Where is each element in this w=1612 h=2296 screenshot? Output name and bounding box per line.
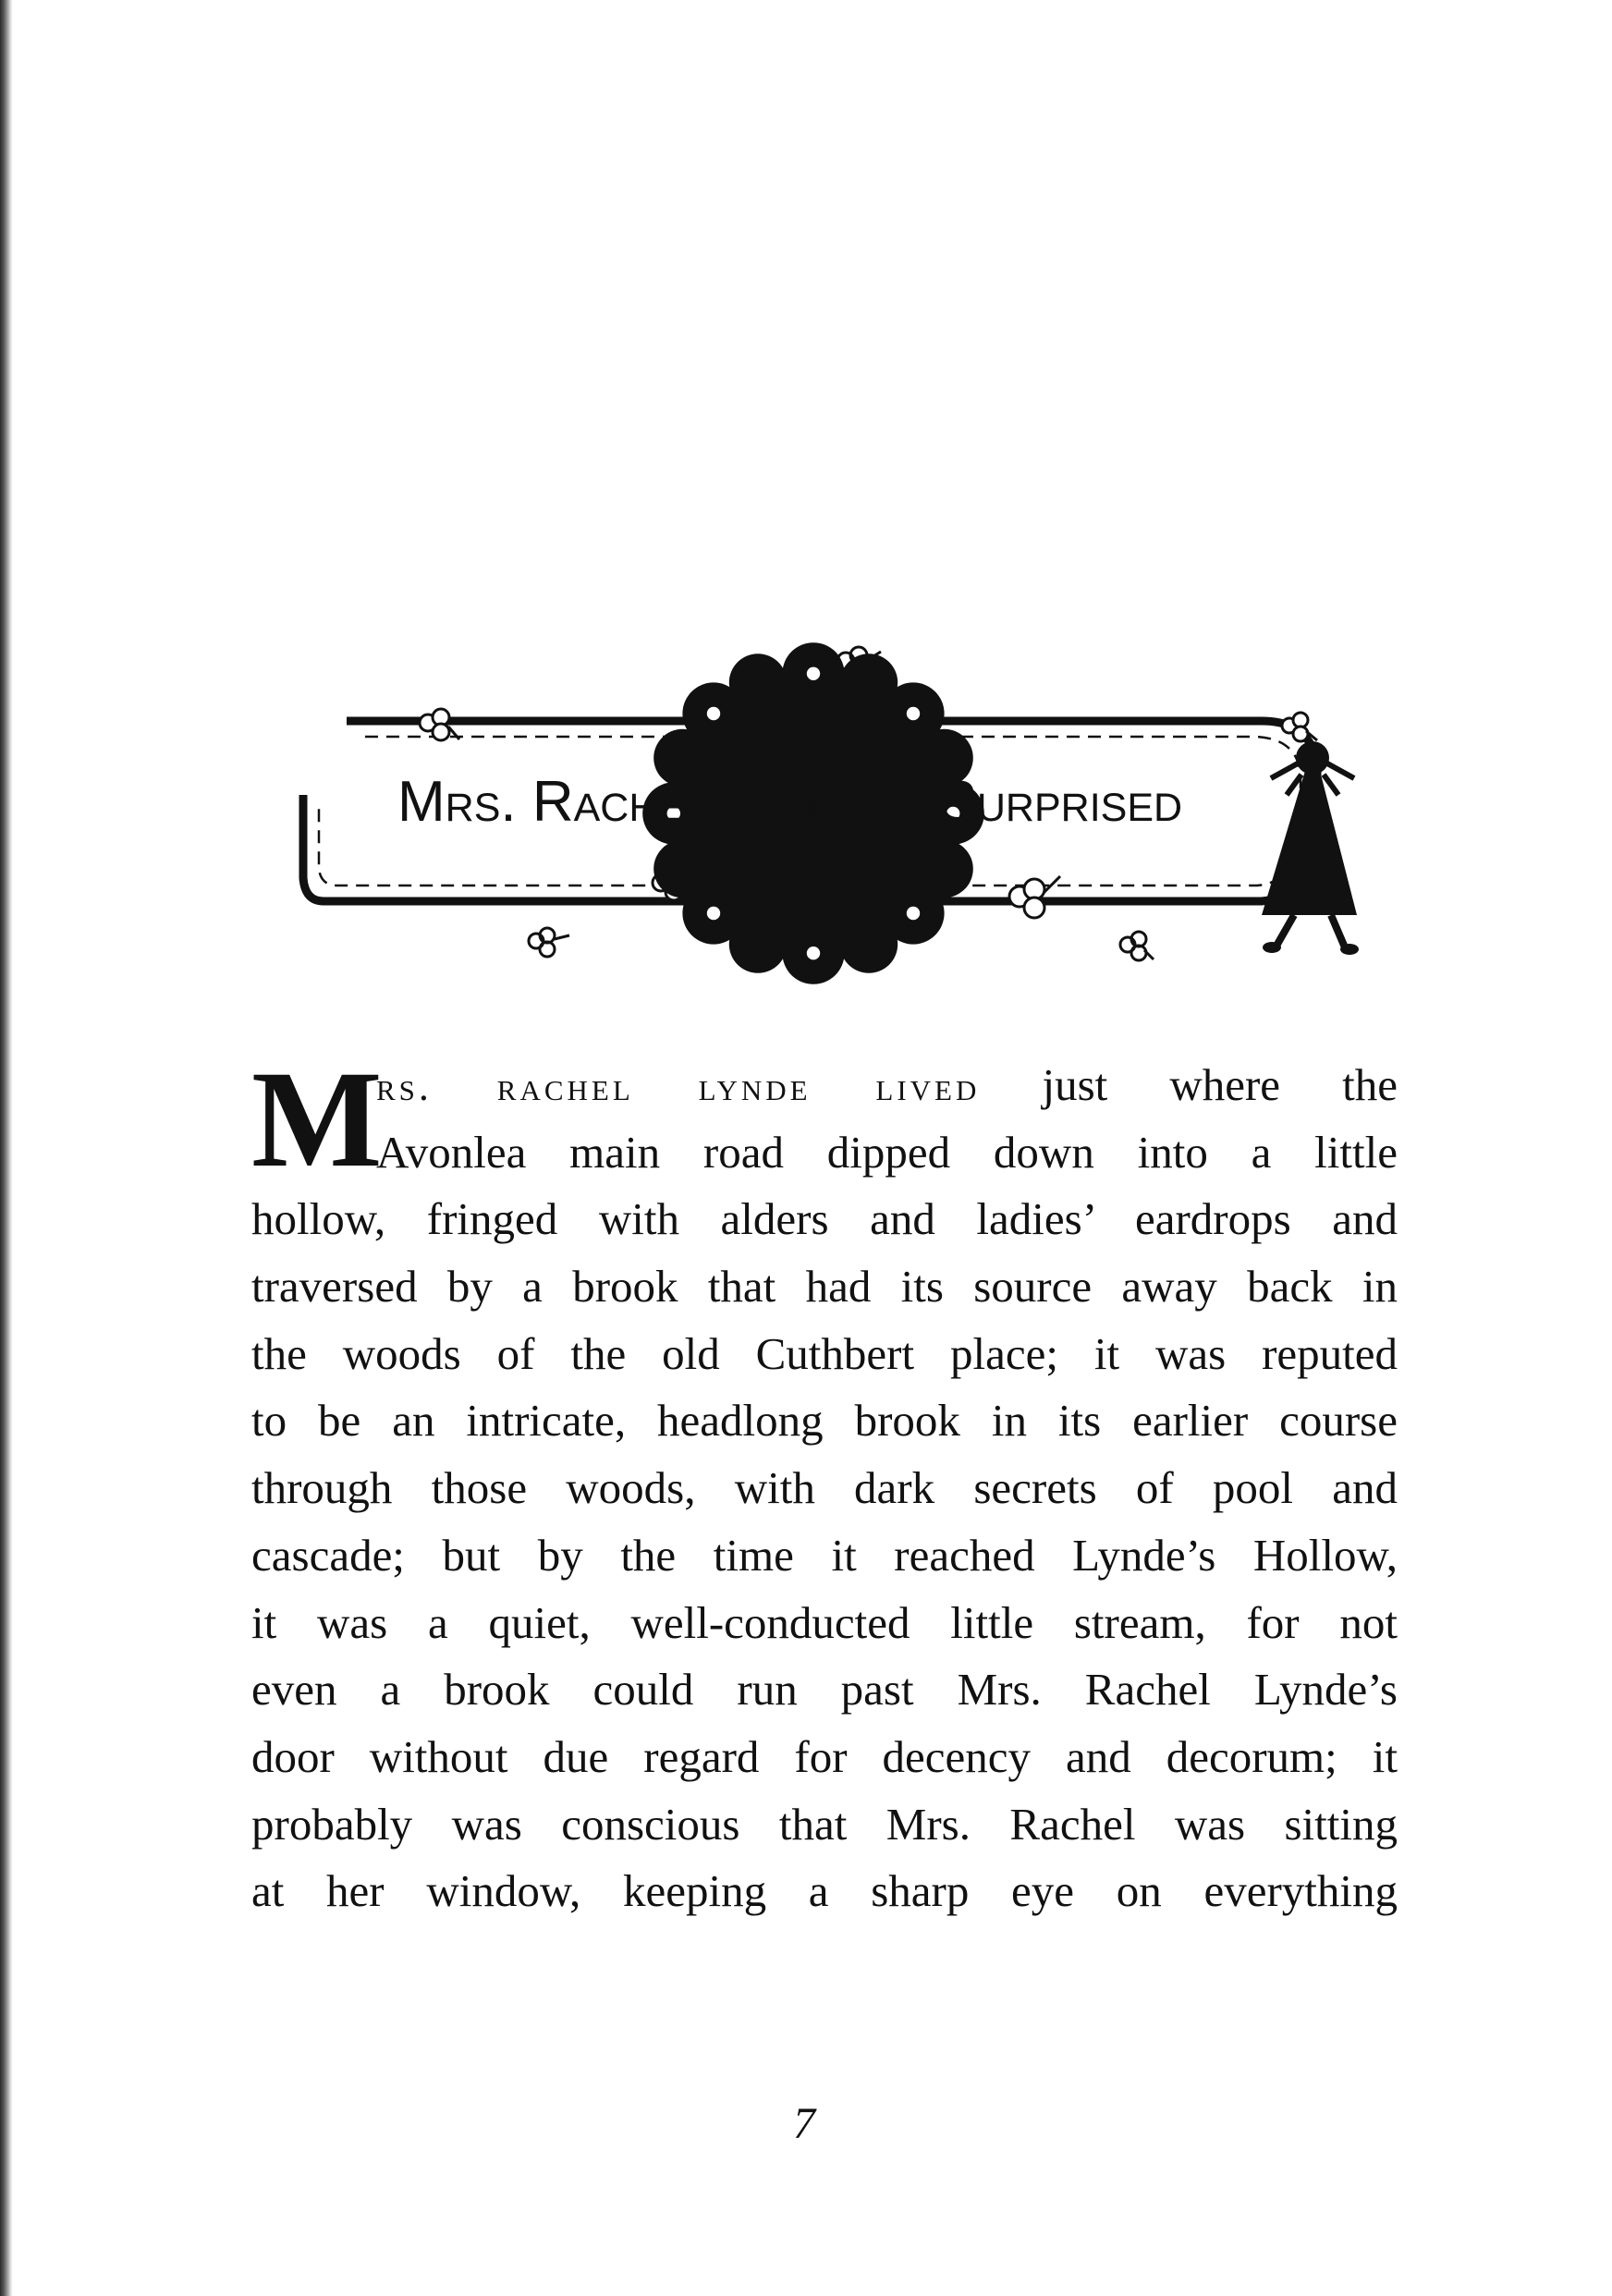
scan-edge-shadow: [0, 0, 13, 2296]
text-line: through those woods, with dark secrets of pool and: [251, 1462, 1398, 1514]
lead-in-smallcaps: rs. rachel lynde lived: [376, 1064, 981, 1109]
text-line: hollow, fringed with alders and ladies’ eardrops and: [251, 1193, 1398, 1245]
text-line: door without due regard for decency and decorum; it: [251, 1730, 1398, 1782]
chapter-title: Mrs. Rachel Lynde Is Surprised: [397, 770, 1183, 834]
text-line: to be an intricate, headlong brook in its earlier course: [251, 1395, 1398, 1447]
text-line: it was a quiet, well-conducted little stream, for not: [251, 1596, 1398, 1648]
chapter-banner: [236, 647, 1391, 980]
text-line: [251, 1052, 1398, 1119]
text-line: traversed by a brook that had its source away back in: [251, 1261, 1398, 1313]
body-paragraph: [251, 1043, 1398, 1925]
text-line: even a brook could run past Mrs. Rachel Lynde’s: [251, 1664, 1398, 1716]
text-line: at her window, keeping a sharp eye on everything: [251, 1865, 1398, 1917]
text-line: probably was conscious that Mrs. Rachel was sitting: [251, 1798, 1398, 1850]
text-line: Avonlea main road dipped down into a little: [376, 1126, 1398, 1178]
page-number: 7: [793, 2099, 815, 2148]
chapter-number: 1: [298, 696, 331, 770]
text-line: the woods of the old Cuthbert place; it was reputed: [251, 1327, 1398, 1379]
text-line: cascade; but by the time it reached Lynde’s Hollow,: [251, 1529, 1398, 1581]
text-line-rest: just where the: [980, 1059, 1398, 1110]
drop-cap: M: [251, 1043, 383, 1196]
